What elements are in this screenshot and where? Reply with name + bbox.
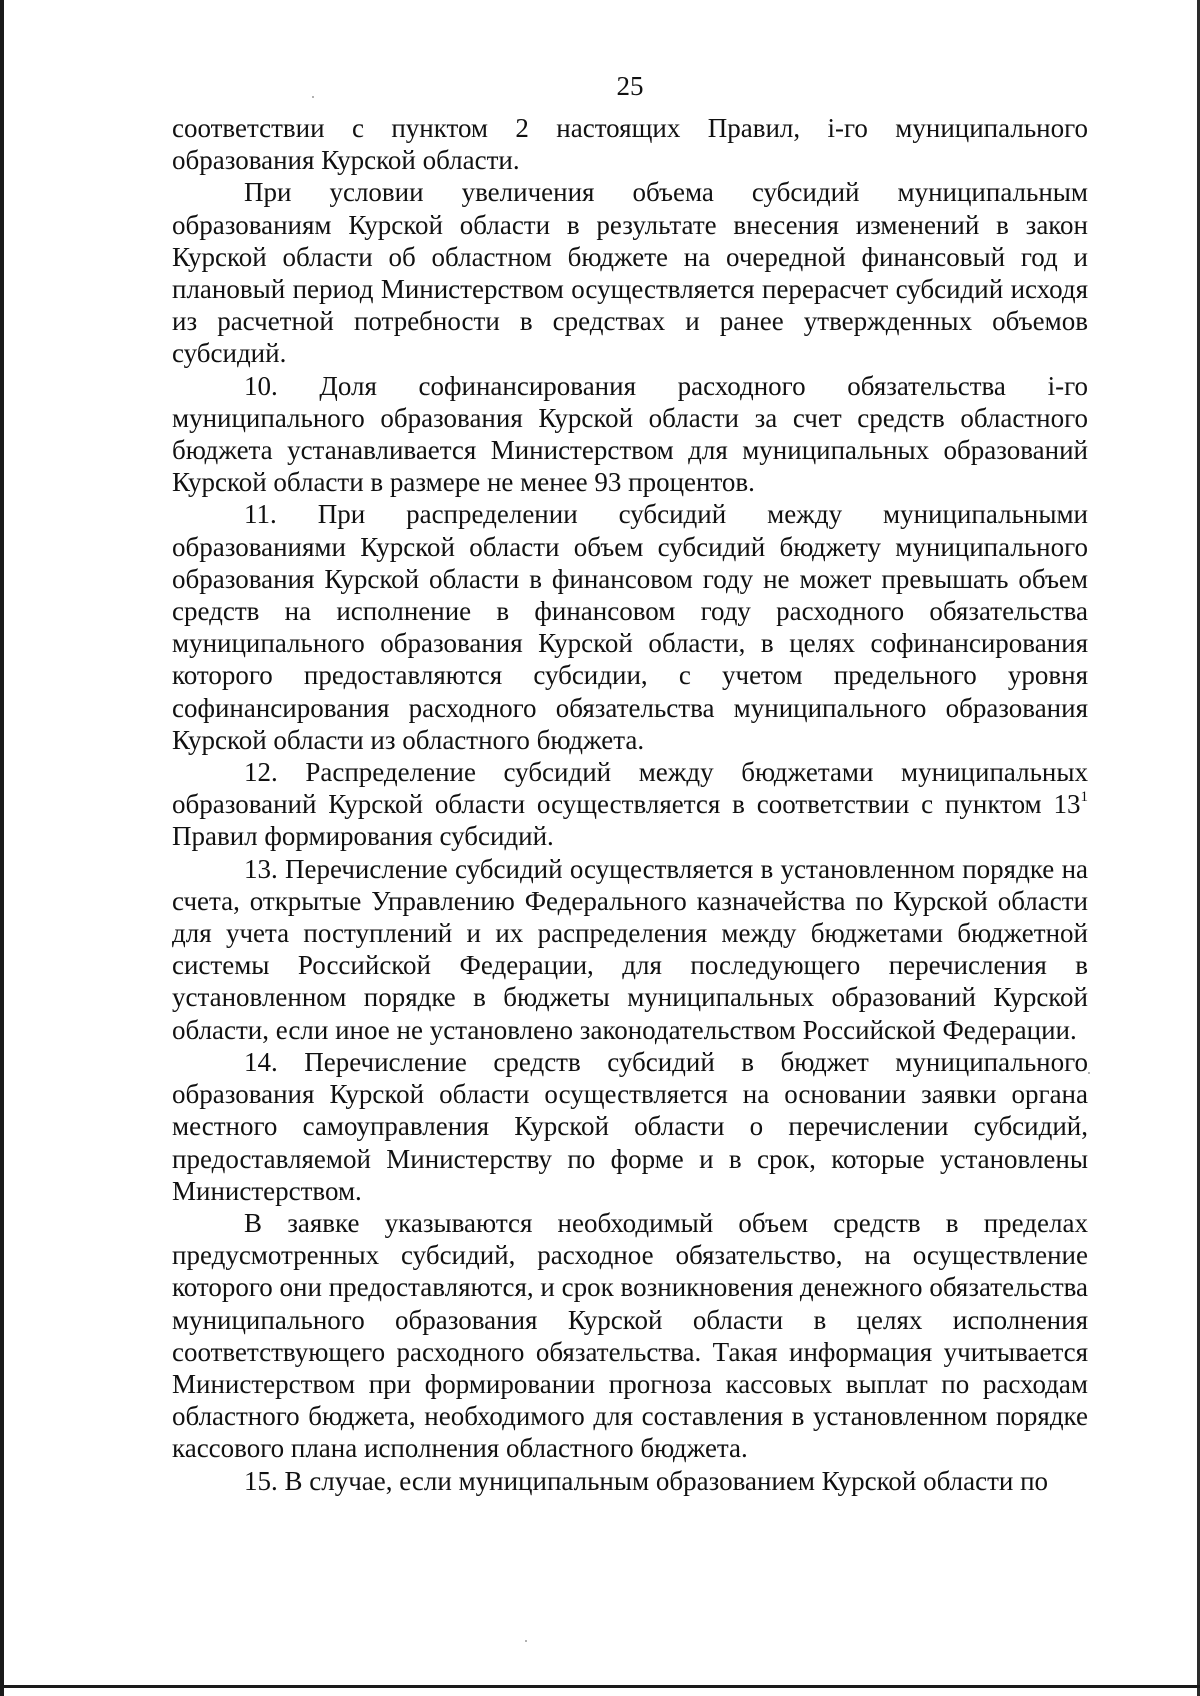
scan-speck (525, 1640, 527, 1642)
paragraph-application: В заявке указываются необходимый объем средств в пределах предусмотренных субсидий, расходное обязательство, на осуществление которого они предоставляются, и срок возникновения денежного обязательства муниципального образования Курской области в целях исполнения соответствующего расходного обязательства. Такая информация учитывается Министерством при формировании прогноза кассовых выплат по расходам областного бюджета, необходимого для составления в установленном порядке кассового плана исполнения областного бюджета. (172, 1207, 1088, 1464)
paragraph-recalculation: При условии увеличения объема субсидий муниципальным образованиям Курской области в результате внесения изменений в закон Курской области об областном бюджете на очередной финансовый год и плановый период Министерством осуществляется перерасчет субсидий исходя из расчетной потребности в средствах и ранее утвержденных объемов субсидий. (172, 177, 1088, 369)
scan-bottom-edge (0, 1685, 1200, 1688)
paragraph-12 (172, 756, 1088, 853)
paragraph-15: 15. В случае, если муниципальным образованием Курской области по (244, 1465, 1049, 1496)
paragraph-13: 13. Перечисление субсидий осуществляется в установленном порядке на счета, открытые Управлению Федерального казначейства по Курской области для учета поступлений и их распределения между бюджетами бюджетной системы Российской Федерации, для последующего перечисления в установленном порядке в бюджеты муниципальных образований Курской области, если иное не установлено законодательством Российской Федерации. (172, 853, 1088, 1045)
paragraph-12-superscript: 1 (1080, 789, 1088, 806)
paragraph-10: 10. Доля софинансирования расходного обязательства i-го муниципального образования Курской области за счет средств областного бюджета устанавливается Министерством для муниципальных образований Курской области в размере не менее 93 процентов. (172, 370, 1088, 498)
page-number: 25 (616, 71, 644, 101)
document-page (172, 70, 1088, 1497)
scan-left-edge (0, 0, 4, 1696)
paragraph-12-text-end: Правил формирования субсидий. (172, 821, 554, 852)
paragraph-12-text: 12. Распределение субсидий между бюджетами муниципальных образований Курской области осуществляется в соответствии с пунктом 13 (172, 757, 1088, 820)
paragraph-14: 14. Перечисление средств субсидий в бюджет муниципального образования Курской области осуществляется на основании заявки органа местного самоуправления Курской области о перечислении субсидий, предоставляемой Министерству по форме и в срок, которые установлены Министерством. (172, 1046, 1088, 1206)
paragraph-continuation: соответствии с пунктом 2 настоящих Правил, i-го муниципального образования Курской области. (172, 113, 1088, 176)
scan-speck (1088, 1072, 1090, 1074)
paragraph-11: 11. При распределении субсидий между муниципальными образованиями Курской области объем субсидий бюджету муниципального образования Курской области в финансовом году не может превышать объем средств на исполнение в финансовом году расходного обязательства муниципального образования Курской области, в целях софинансирования которого предоставляются субсидии, с учетом предельного уровня софинансирования расходного обязательства муниципального образования Курской области из областного бюджета. (172, 499, 1088, 755)
